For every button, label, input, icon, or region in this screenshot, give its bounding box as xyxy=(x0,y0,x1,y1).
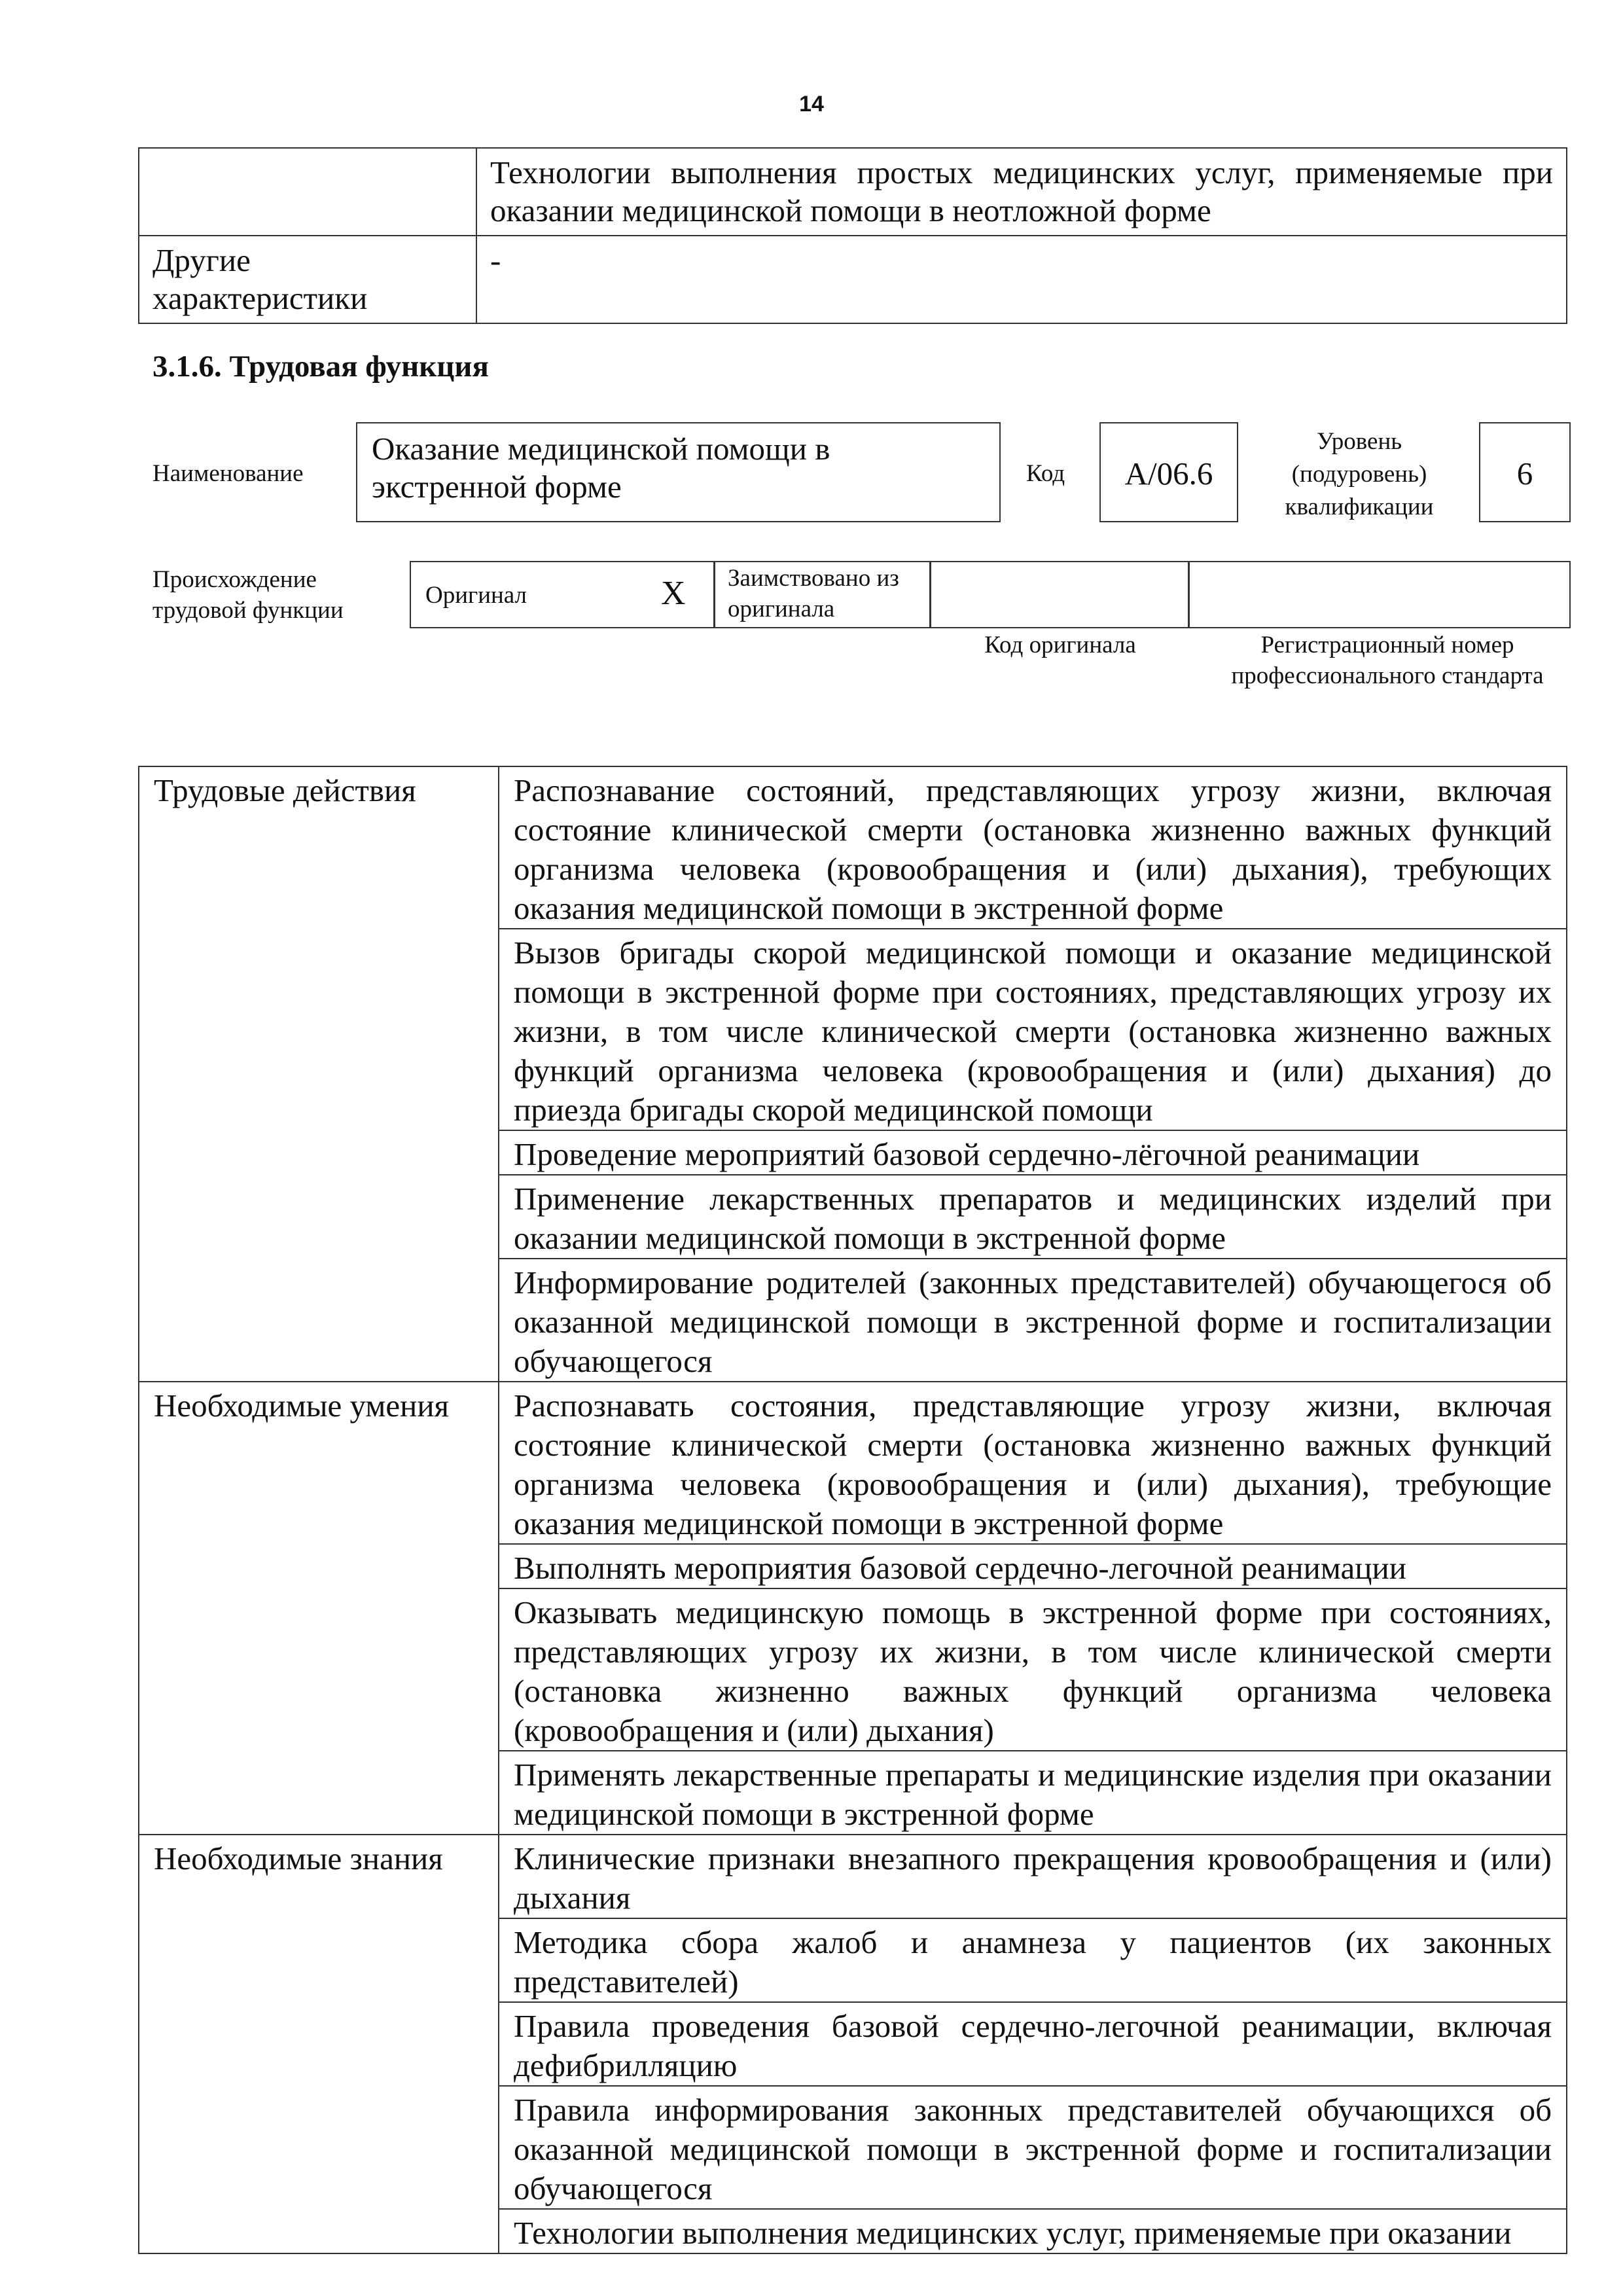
name-value: Оказание медицинской помощи в экстренной форме xyxy=(356,422,1001,522)
table-row xyxy=(139,1382,1567,1544)
top-table xyxy=(138,147,1567,324)
table-cell: Выполнять мероприятия базовой сердечно-легочной реанимации xyxy=(499,1544,1567,1588)
table-cell: Технологии выполнения простых медицинских услуг, применяемые при оказании медицинской помощи в неотложной форме xyxy=(476,148,1567,236)
original-label: Оригинал xyxy=(425,582,527,609)
code-original-caption: Код оригинала xyxy=(984,632,1136,658)
section-title: 3.1.6. Трудовая функция xyxy=(152,350,489,384)
section-label: Необходимые знания xyxy=(139,1835,499,2253)
table-cell: Распознавать состояния, представляющие угрозу жизни, включая состояние клинической смерти (остановка жизненно важных функций организма человека (кровообращения и (или) дыхания), требующие оказания медицинской помощи в экстренной форме xyxy=(499,1382,1567,1544)
table-cell: Оказывать медицинскую помощь в экстренной форме при состояниях, представляющих угрозу их жизни, в том числе клинической смерти (остановка жизненно важных функций организма человека (кровообращения и (или) дыхания) xyxy=(499,1588,1567,1751)
table-cell: Методика сбора жалоб и анамнеза у пациентов (их законных представителей) xyxy=(499,1918,1567,2002)
reg-number-caption: Регистрационный номер профессионального стандарта xyxy=(1231,632,1544,689)
divider xyxy=(713,561,715,628)
divider xyxy=(929,561,931,628)
table-cell-label: Другие характеристики xyxy=(139,236,476,323)
table-cell: Информирование родителей (законных представителей) обучающегося об оказанной медицинской помощи в экстренной форме и госпитализации обучающегося xyxy=(499,1259,1567,1382)
section-label: Необходимые умения xyxy=(139,1382,499,1835)
table-cell: - xyxy=(476,236,1567,323)
table-cell: Проведение мероприятий базовой сердечно-лёгочной реанимации xyxy=(499,1130,1567,1175)
table-cell: Применять лекарственные препараты и медицинские изделия при оказании медицинской помощи в экстренной форме xyxy=(499,1751,1567,1835)
table-row xyxy=(139,1835,1567,1918)
table-cell: Правила информирования законных представителей обучающихся об оказанной медицинской помощи в экстренной форме и госпитализации обучающегося xyxy=(499,2086,1567,2209)
table-row xyxy=(139,148,1567,236)
level-label: Уровень (подуровень) квалификации xyxy=(1285,428,1434,520)
table-cell: Применение лекарственных препаратов и медицинских изделий при оказании медицинской помощи в экстренной форме xyxy=(499,1175,1567,1259)
table-cell: Распознавание состояний, представляющих угрозу жизни, включая состояние клинической смерти (остановка жизненно важных функций организма человека (кровообращения и (или) дыхания), требующих оказания медицинской помощи в экстренной форме xyxy=(499,766,1567,929)
table-cell: Правила проведения базовой сердечно-легочной реанимации, включая дефибрилляцию xyxy=(499,2002,1567,2086)
origin-table xyxy=(410,561,1571,628)
table-cell: Вызов бригады скорой медицинской помощи и оказание медицинской помощи в экстренной форме при состояниях, представляющих угрозу их жизни, в том числе клинической смерти (остановка жизненно важных функций организма человека (кровообращения и (или) дыхания) до приезда бригады скорой медицинской помощи xyxy=(499,929,1567,1130)
page-number: 14 xyxy=(799,92,824,117)
borrowed-label: Заимствовано из оригинала xyxy=(728,565,899,622)
function-details-table xyxy=(138,766,1567,2254)
section-label: Трудовые действия xyxy=(139,766,499,1382)
code-label: Код xyxy=(1026,460,1065,487)
table-row xyxy=(139,766,1567,929)
origin-label: Происхождение трудовой функции xyxy=(152,566,344,624)
level-value: 6 xyxy=(1479,422,1571,522)
divider xyxy=(1188,561,1190,628)
name-label: Наименование xyxy=(152,460,304,487)
original-mark: X xyxy=(661,575,686,612)
table-row xyxy=(139,236,1567,323)
code-value: A/06.6 xyxy=(1099,422,1238,522)
table-cell: Технологии выполнения медицинских услуг, применяемые при оказании xyxy=(499,2209,1567,2253)
table-cell-empty xyxy=(139,148,476,236)
table-cell: Клинические признаки внезапного прекращения кровообращения и (или) дыхания xyxy=(499,1835,1567,1918)
